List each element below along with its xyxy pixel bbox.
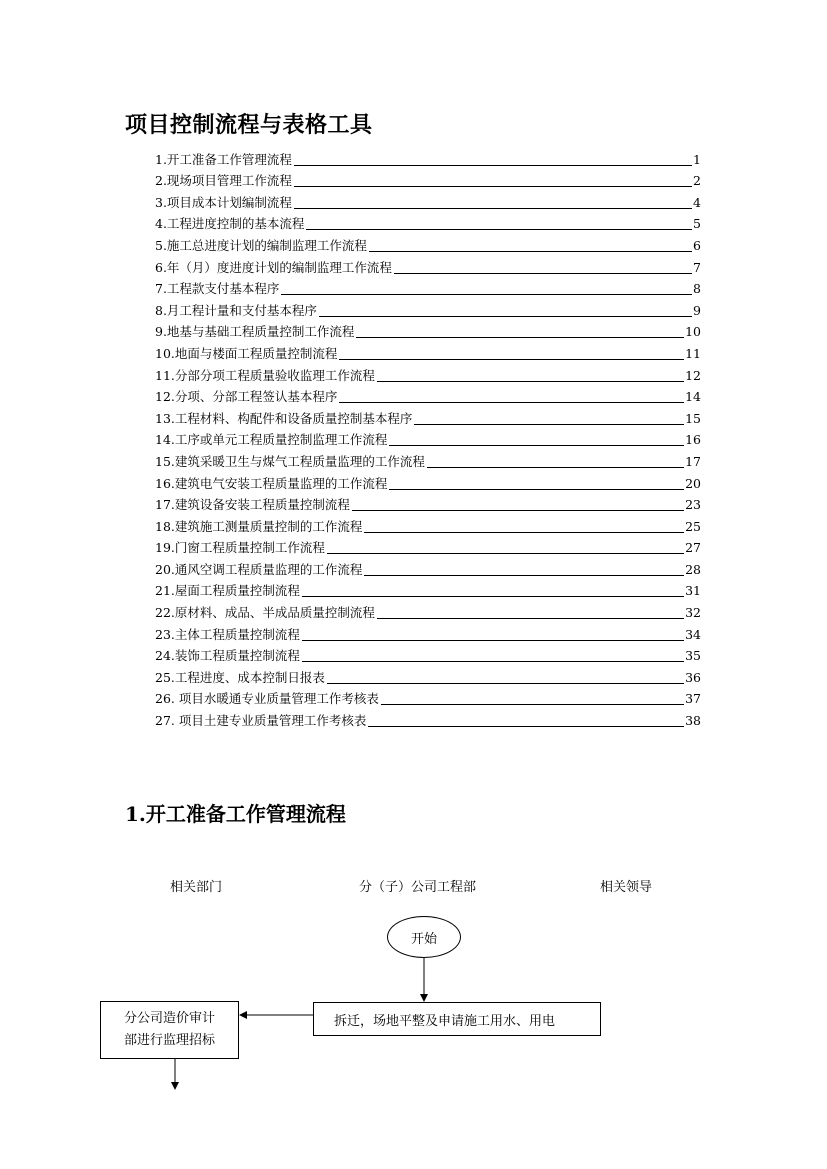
toc-entry-label: 2.现场项目管理工作流程	[155, 173, 292, 189]
toc-entry-page-number: 4	[693, 194, 701, 210]
column-header-engineering-department: 分（子）公司工程部	[359, 880, 477, 895]
toc-entry-label: 12.分项、分部工程签认基本程序	[155, 389, 338, 405]
toc-entry-label: 10.地面与楼面工程质量控制流程	[155, 345, 338, 361]
toc-entry-page-number: 10	[685, 324, 701, 340]
toc-entry-page-number: 35	[685, 648, 701, 664]
toc-entry-page-number: 12	[685, 367, 701, 383]
toc-entry-label: 3.项目成本计划编制流程	[155, 194, 292, 210]
toc-entry-page-number: 5	[693, 216, 701, 232]
toc-entry-label: 6.年（月）度进度计划的编制监理工作流程	[155, 259, 392, 275]
flowchart-step-demolish-site-prep: 拆迁，场地平整及申请施工用水、用电	[313, 1002, 601, 1036]
column-header-related-departments: 相关部门	[170, 880, 223, 895]
toc-entry-label: 7.工程款支付基本程序	[155, 281, 280, 297]
document-title: 项目控制流程与表格工具	[125, 112, 373, 138]
toc-entry-page-number: 23	[685, 497, 701, 513]
toc-entry-page-number: 31	[685, 583, 701, 599]
toc-entry-label: 24.装饰工程质量控制流程	[155, 648, 300, 664]
toc-entry-label: 27. 项目土建专业质量管理工作考核表	[155, 713, 367, 729]
toc-entry-label: 4.工程进度控制的基本流程	[155, 216, 305, 232]
toc-entry-page-number: 1	[693, 151, 701, 167]
toc-entry-page-number: 14	[685, 389, 701, 405]
flowchart-step-cost-audit-tender	[100, 1001, 239, 1059]
toc-entry-page-number: 27	[685, 540, 701, 556]
flowchart-start-node: 开始	[387, 916, 461, 958]
toc-entry-label: 17.建筑设备安装工程质量控制流程	[155, 497, 350, 513]
toc-entry-label: 25.工程进度、成本控制日报表	[155, 669, 325, 685]
toc-entry-page-number: 8	[693, 281, 701, 297]
toc-entry-label: 20.通风空调工程质量监理的工作流程	[155, 561, 363, 577]
toc-entry-page-number: 7	[693, 259, 701, 275]
toc-entry-page-number: 20	[685, 475, 701, 491]
toc-entry-page-number: 17	[685, 453, 701, 469]
toc-entry-label: 13.工程材料、构配件和设备质量控制基本程序	[155, 410, 413, 426]
toc-entry-label: 11.分部分项工程质量验收监理工作流程	[155, 367, 375, 383]
toc-entry-page-number: 38	[685, 713, 701, 729]
toc-entry-label: 23.主体工程质量控制流程	[155, 626, 300, 642]
toc-entry-page-number: 16	[685, 432, 701, 448]
toc-entry-page-number: 37	[685, 691, 701, 707]
flowchart-step-audit-line1: 分公司造价审计	[123, 1011, 215, 1026]
toc-entry-label: 21.屋面工程质量控制流程	[155, 583, 300, 599]
flowchart-step-audit-line2: 部进行监理招标	[123, 1033, 215, 1048]
section-title: 1.开工准备工作管理流程	[125, 802, 346, 826]
toc-entry-page-number: 6	[693, 237, 701, 253]
toc-entry-label: 19.门窗工程质量控制工作流程	[155, 540, 325, 556]
toc-entry-label: 8.月工程计量和支付基本程序	[155, 302, 317, 318]
toc-entry-label: 14.工序或单元工程质量控制监理工作流程	[155, 432, 388, 448]
column-header-related-leaders: 相关领导	[600, 880, 653, 895]
toc-entry-label: 1.开工准备工作管理流程	[155, 151, 292, 167]
toc-entry-page-number: 36	[685, 669, 701, 685]
toc-entry-label: 18.建筑施工测量质量控制的工作流程	[155, 518, 363, 534]
toc-entry-label: 16.建筑电气安装工程质量监理的工作流程	[155, 475, 388, 491]
toc-entry-page-number: 25	[685, 518, 701, 534]
toc-entry-page-number: 2	[693, 173, 701, 189]
toc-entry-page-number: 32	[685, 605, 701, 621]
toc-entry-label: 15.建筑采暖卫生与煤气工程质量监理的工作流程	[155, 453, 425, 469]
toc-entry-label: 9.地基与基础工程质量控制工作流程	[155, 324, 355, 340]
toc-entry-page-number: 9	[693, 302, 701, 318]
toc-entry-page-number: 28	[685, 561, 701, 577]
toc-entry-page-number: 15	[685, 410, 701, 426]
toc-entry-label: 22.原材料、成品、半成品质量控制流程	[155, 605, 375, 621]
toc-entry-page-number: 11	[685, 345, 701, 361]
toc-entry-label: 26. 项目水暖通专业质量管理工作考核表	[155, 691, 379, 707]
toc-entry-label: 5.施工总进度计划的编制监理工作流程	[155, 237, 367, 253]
toc-entry-page-number: 34	[685, 626, 701, 642]
